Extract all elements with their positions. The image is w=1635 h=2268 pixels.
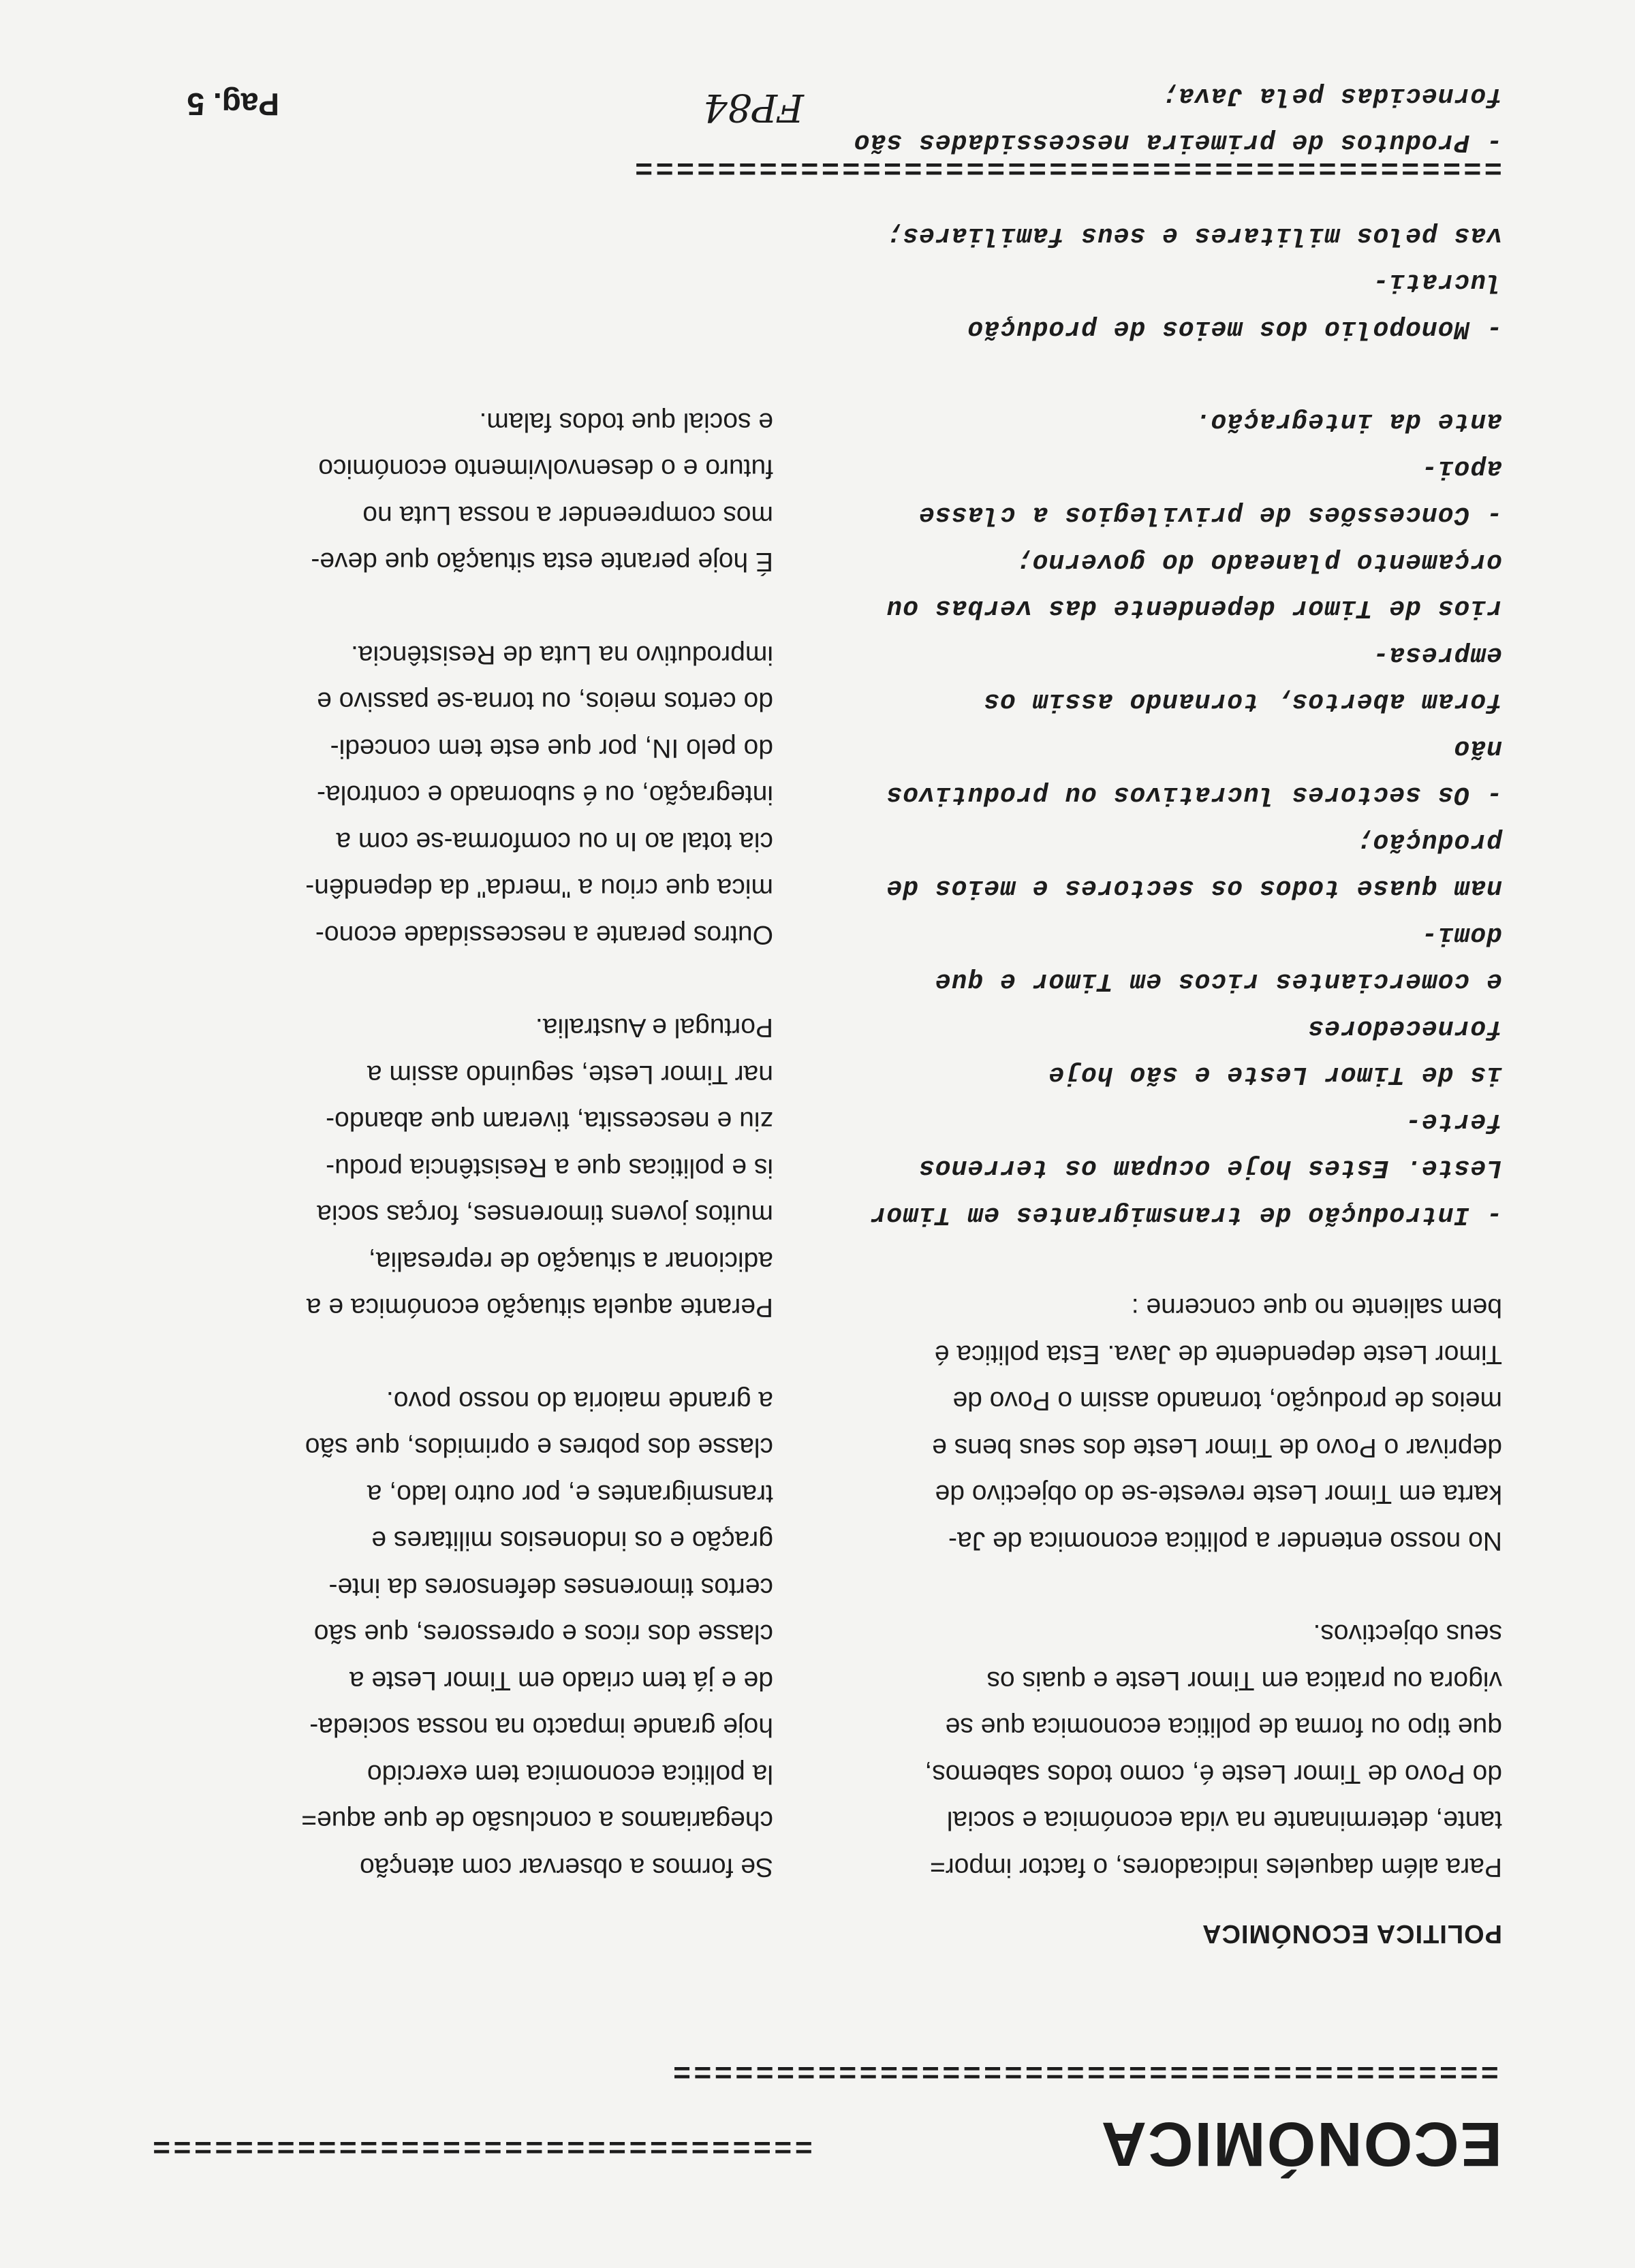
text-line: - Concessões de privilegios a classe apoi- (918, 454, 1502, 530)
text-line: gração e os indonesios militares e (371, 1526, 773, 1556)
text-line: integração, ou é subornado e controla- (317, 780, 773, 810)
text-line: classe dos pobres e oprimidos, que são (305, 1432, 773, 1462)
text-line: e comerciantes ricos em Timor e que domi- (934, 920, 1502, 996)
text-line: vigora ou pratica em Timor Leste e quais os (986, 1666, 1502, 1695)
left-column (845, 72, 1502, 1891)
text-line: cia total ao In ou comforma-se com a (336, 827, 773, 856)
title-separator-bottom: ======================================== (670, 2053, 1499, 2088)
text-line: Timor Leste dependente de Java. Esta politica é (934, 1340, 1502, 1369)
text-line: karta em Timor Leste reveste-se do objectivo de (935, 1479, 1502, 1509)
text-line: de e já tem criado em Timor Leste a (349, 1666, 773, 1695)
text-line: foram abertos, tornando assim os empresa- (983, 640, 1502, 716)
text-line: Leste. Estes hoje ocupam os terrenos ferte- (918, 1107, 1502, 1183)
text-line: Perante aquela situação económica e a (306, 1293, 773, 1323)
handwritten-mark: FP84 (703, 85, 804, 129)
text-line: e social que todos falam. (479, 407, 773, 437)
section-heading: POLITICA ECONÓMICA (1202, 1919, 1502, 1948)
text-line: tante, determinante na vida económica e social (946, 1806, 1502, 1836)
paragraph-gap (116, 958, 773, 1004)
page-title: ECONÓMICA (1100, 2109, 1502, 2179)
text-line: futuro e o desenvolvimento económico (318, 454, 773, 484)
text-line: nar Timor Leste, seguindo assim a (367, 1060, 773, 1089)
text-line: Outros perante a nescessidade econo- (315, 920, 773, 949)
text-line: produção; (1356, 827, 1502, 856)
paragraph-gap (845, 1564, 1502, 1610)
text-line: que tipo ou forma de politica economica que se (945, 1712, 1502, 1742)
footer-separator: ========================================== (632, 150, 1502, 184)
text-line: nam quase todos os sectores e meios de (886, 873, 1502, 903)
text-line: classe dos ricos e opressores, que são (313, 1619, 773, 1649)
text-line: bem saliente no que concerne : (1131, 1293, 1502, 1323)
page-number: Pag. 5 (187, 86, 279, 122)
text-line: - Produtos de primeira nescessidades são (853, 127, 1502, 157)
paragraph-gap (845, 351, 1502, 398)
paragraph-gap (116, 585, 773, 631)
text-line: Se formos a observar com atenção (360, 1853, 773, 1882)
right-column (116, 398, 773, 1891)
text-line: É hoje perante esta situação que deve- (311, 547, 773, 577)
text-line: orçamento planeado do governo; (1015, 547, 1502, 576)
text-line: meios de produção, tornando assim o Povo de (952, 1386, 1502, 1416)
text-line: is e politicas que a Resistência produ- (326, 1153, 773, 1182)
text-line: do certos meios, ou torna-se passivo e (317, 687, 773, 716)
text-line: - Os sectores lucrativos ou produtivos não (886, 734, 1502, 810)
text-line: mica que criou a "merda" da dependên- (305, 873, 773, 903)
text-line: muitos jovens timorenses, forças socia (317, 1199, 773, 1229)
text-line: - Monopolio dos meios de produção lucrati- (967, 267, 1502, 343)
text-line: seus objectivos. (1313, 1619, 1502, 1649)
text-line: certos timorenses defensores da inte- (328, 1573, 773, 1602)
text-line: improdutivo na Luta de Resistência. (350, 640, 773, 670)
text-line: deprivar o Povo de Timor Leste dos seus bens e (932, 1433, 1502, 1462)
text-line: mos compreender a nossa Luta no (362, 501, 773, 530)
text-line: rios de Timor dependente das verbas ou (886, 593, 1502, 623)
text-line: No nosso entender a politica economica de Ja- (948, 1526, 1502, 1556)
paragraph-gap (116, 1331, 773, 1377)
text-line: do pelo IN, por que este tem concedi- (330, 734, 773, 763)
text-line: adicionar a situação de represalia, (368, 1246, 773, 1276)
text-line: Portugal e Australia. (535, 1013, 773, 1043)
text-line: ziu e nescessita, tiveram que abando- (326, 1106, 773, 1136)
text-line: fornecidas pela Java; (1162, 81, 1502, 110)
text-line: is de Timor Leste e são hoje fornecedores (1048, 1013, 1502, 1090)
text-line: la politica economica tem exercido (367, 1759, 773, 1789)
text-line: hoje grande impacto na nossa socieda- (309, 1712, 773, 1742)
text-line: chegariamos a conclusão de que aque= (301, 1806, 773, 1836)
text-line: - Introdução de transmigrantes em Timor (869, 1200, 1502, 1229)
text-line: transmigrantes e, por outro lado, a (367, 1479, 773, 1509)
title-separator-top: ================================ (150, 2128, 813, 2162)
paragraph-gap (845, 1238, 1502, 1284)
text-line: Para além daqueles indicadores, o factor impor= (929, 1853, 1502, 1882)
text-line: a grande maioria do nosso povo. (386, 1386, 773, 1415)
text-line: do Povo de Timor Leste é, como todos sabemos, (924, 1759, 1502, 1789)
text-line: ante da integração. (1194, 407, 1502, 437)
text-line: vas pelos militares e seus familiares; (886, 221, 1502, 250)
